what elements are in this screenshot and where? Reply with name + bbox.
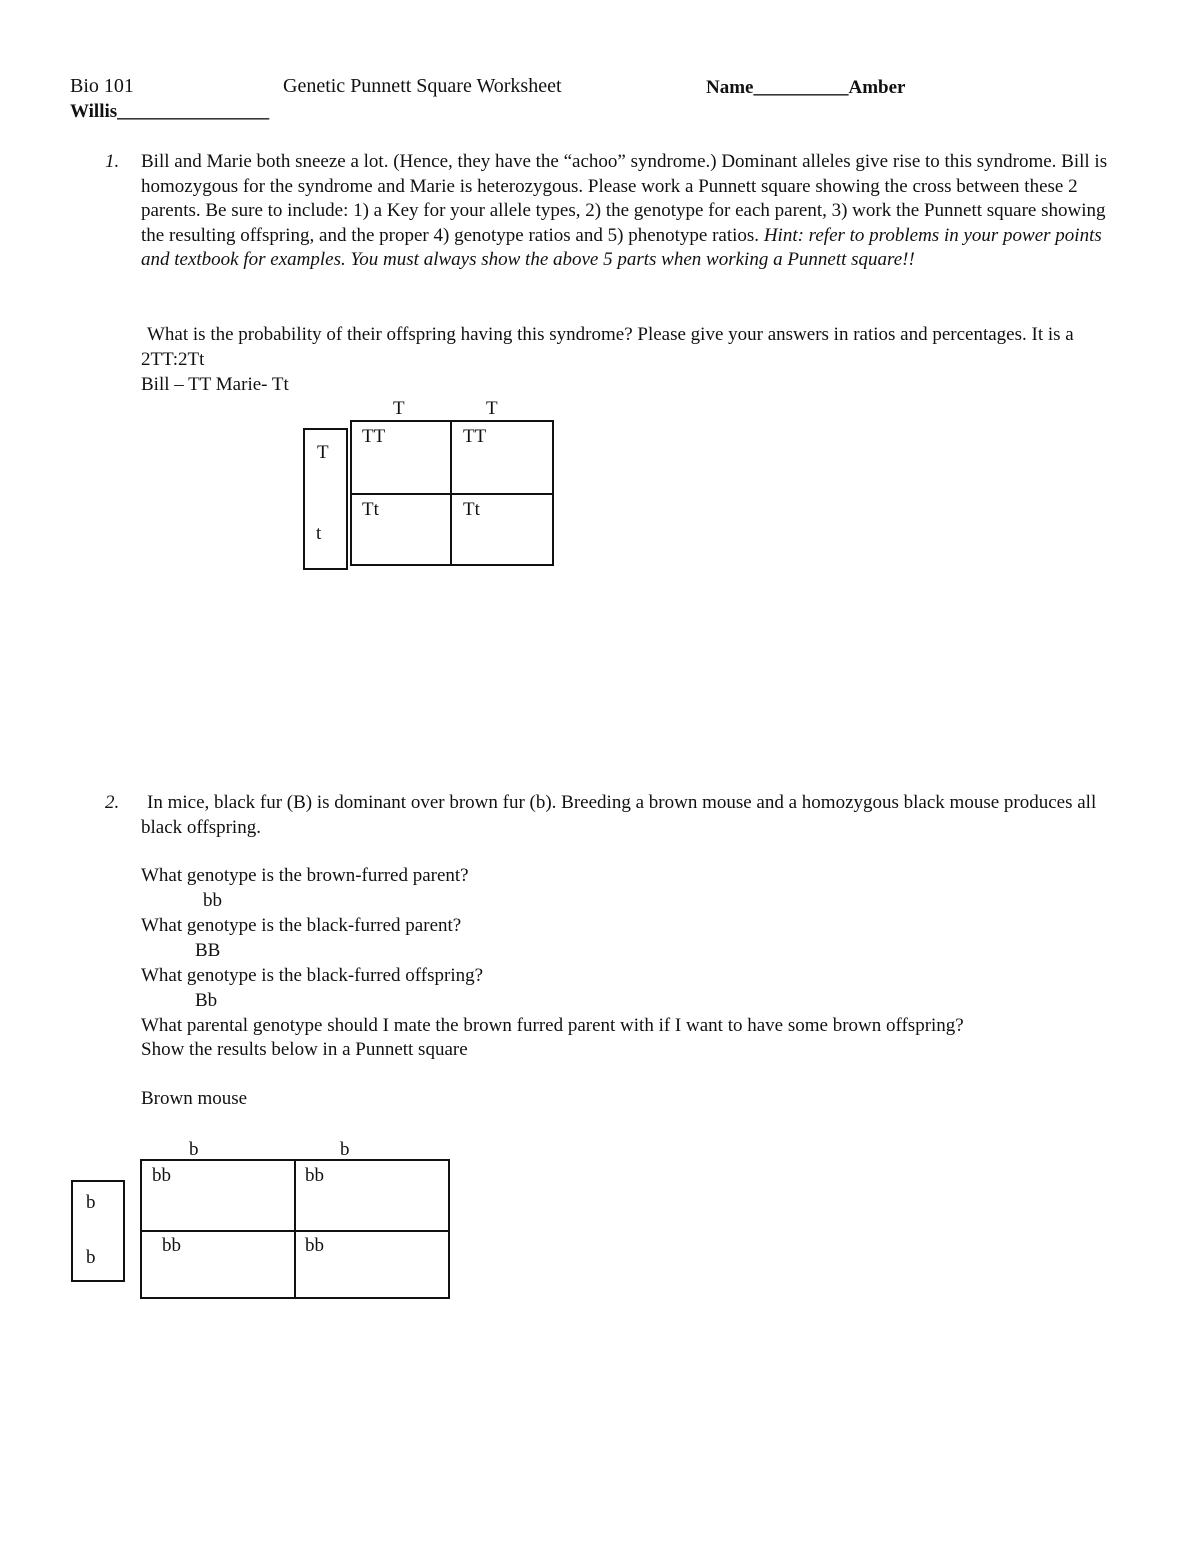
q2-brown-mouse-label: Brown mouse (141, 1088, 248, 1109)
q1-cell-1: TT (362, 426, 386, 447)
q2-grid-hdivider (140, 1230, 450, 1232)
q2-top-allele-1: b (189, 1139, 199, 1160)
q2-top-allele-2: b (340, 1139, 350, 1160)
q1-side-allele-1: T (317, 442, 329, 463)
q2-question-b: What genotype is the black-furred parent? (141, 915, 462, 936)
q2-cell-3: bb (162, 1235, 181, 1256)
q2-question-d: What parental genotype should I mate the brown furred parent with if I want to have some brown offspring? (141, 1015, 964, 1036)
q2-answer-a: bb (203, 890, 222, 911)
q2-question-c: What genotype is the black-furred offspring? (141, 965, 484, 986)
q2-text: In mice, black fur (B) is dominant over brown fur (b). Breeding a brown mouse and a homozygous black mouse produces all black offspring. (141, 792, 1097, 838)
q2-number: 2. (105, 792, 120, 813)
q2-side-allele-2: b (86, 1247, 96, 1268)
q1-cell-3: Tt (362, 499, 379, 520)
q2-answer-c: Bb (195, 990, 218, 1011)
q1-side-allele-2: t (316, 523, 322, 544)
q1-top-allele-2: T (486, 398, 498, 419)
q2-cell-2: bb (305, 1165, 324, 1186)
q1-number: 1. (105, 151, 120, 172)
q1-question: What is the probability of their offspring having this syndrome? Please give your answers in ratios and percentages. It is a 2TT:2Tt (141, 324, 1074, 370)
name-line: Name__________Amber (706, 77, 906, 98)
q2-side-allele-1: b (86, 1192, 96, 1213)
worksheet-title: Genetic Punnett Square Worksheet (283, 75, 562, 97)
q2-cell-1: bb (152, 1165, 171, 1186)
q1-grid-hdivider (350, 493, 554, 495)
q1-hint: Hint: refer to problems in your power points and textbook for examples. You must always show the above 5 parts when working a Punnett square!! (141, 224, 1102, 270)
course-label: Bio 101 (70, 75, 134, 97)
q2-answer-b: BB (195, 940, 221, 961)
q1-parents: Bill – TT Marie- Tt (141, 374, 289, 395)
q2-question-d-continued: Show the results below in a Punnett square (141, 1039, 468, 1060)
q1-cell-2: TT (463, 426, 487, 447)
q2-grid-vdivider (294, 1159, 296, 1299)
q1-cell-4: Tt (463, 499, 480, 520)
q2-cell-4: bb (305, 1235, 324, 1256)
q1-paragraph (141, 150, 1121, 273)
q1-top-allele-1: T (393, 398, 405, 419)
q1-text: Bill and Marie both sneeze a lot. (Hence, they have the “achoo” syndrome.) Dominant alleles give rise to this syndrome. Bill is homozygous for the syndrome and Marie is heterozygous. Please work a Punnett square showing the cross between these 2 parents. Be sure to include: 1) a Key for your allele types, 2) the genotype for each parent, 3) work the Punnett square showing the resulting offspring, and the proper 4) genotype ratios and 5) phenotype ratios. (141, 151, 1108, 246)
q2-question-a: What genotype is the brown-furred parent? (141, 865, 469, 886)
q2-side-allele-box (71, 1180, 125, 1282)
name-line-continued: Willis________________ (70, 101, 270, 122)
